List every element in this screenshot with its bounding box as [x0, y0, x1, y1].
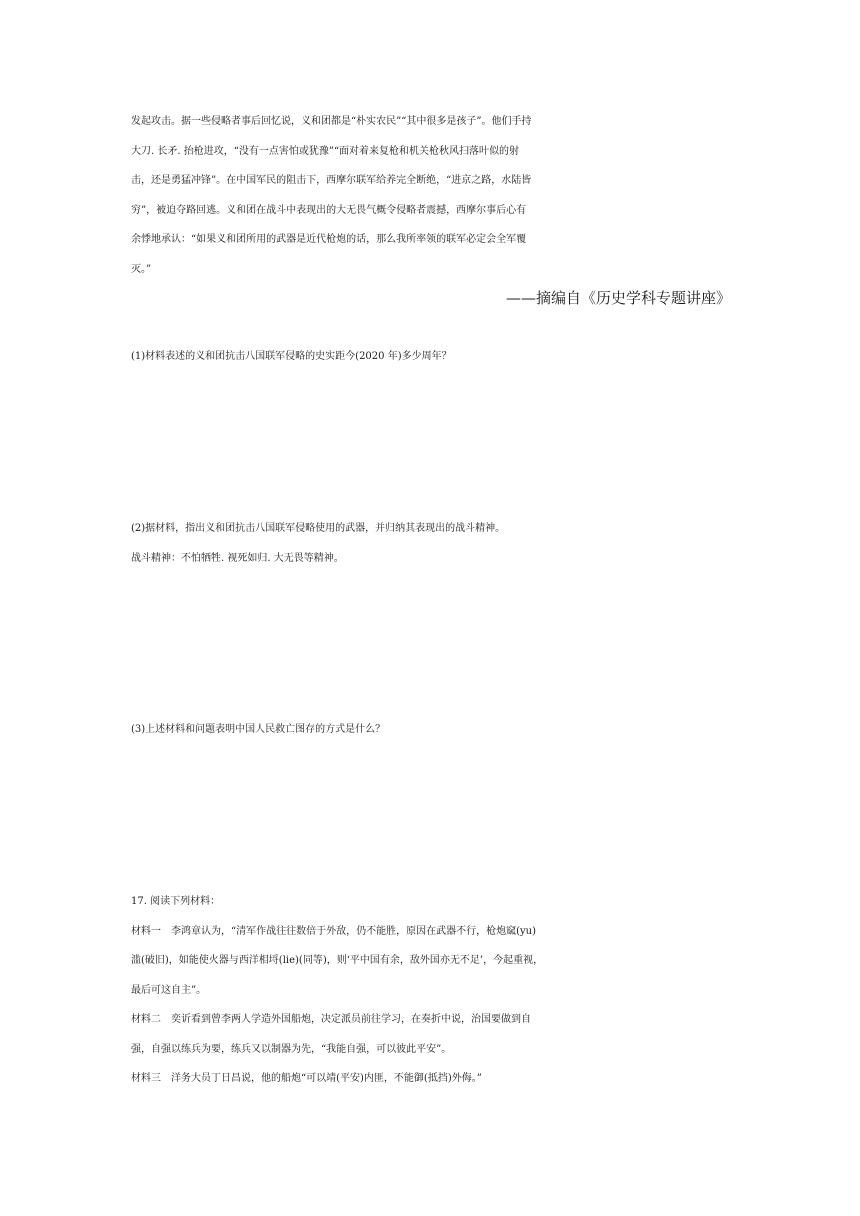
question-16-3 [131, 715, 731, 745]
question-16-2 [131, 514, 731, 573]
material-1-line: 材料一 李鸿章认为，“清军作战往往数倍于外敌，仍不能胜，原因在武器不行，枪炮窳(yu) [131, 925, 537, 937]
question-16-1 [131, 342, 731, 372]
question-text: (2)据材料，指出义和团抗击八国联军侵略使用的武器，并归纳其表现出的战斗精神。 [131, 523, 506, 534]
passage-line: 穷”，被迫夺路回逃。义和团在战斗中表现出的大无畏气概令侵略者震撼，西摩尔事后心有 [131, 204, 527, 216]
material-1-line: 滥(破旧)，如能使火器与西洋相埒(lie)(同等)，则‘平中国有余，敌外国亦无不足’，今起重视， [131, 955, 544, 966]
passage-line: 发起攻击。据一些侵略者事后回忆说，义和团都是“朴实农民”“其中很多是孩子”。他们手持 [131, 116, 532, 127]
passage-source: ——摘编自《历史学科专题讲座》 [505, 289, 731, 307]
question-17 [131, 887, 731, 1094]
question-text: (1)材料表述的义和团抗击八国联军侵略的史实距今(2020 年)多少周年？ [131, 351, 452, 362]
material-1-line: 最后可这自主”。 [131, 984, 207, 996]
passage [131, 107, 731, 314]
material-2-line: 材料二 奕䜣看到曾李两人学造外国船炮，决定派员前往学习，在奏折中说，治国要做到自 [131, 1014, 531, 1025]
passage-line: 灭。” [131, 263, 152, 275]
material-3-line: 材料三 洋务大员丁日昌说，他的船炮“可以靖(平安)内匪，不能御(抵挡)外侮。” [131, 1073, 482, 1084]
answer-text: 战斗精神：不怕牺牲. 视死如归. 大无畏等精神。 [131, 552, 344, 564]
passage-line: 余悸地承认：“如果义和团所用的武器是近代枪炮的话，那么我所率领的联军必定会全军覆 [131, 234, 527, 245]
passage-line: 大刀. 长矛. 抬枪进攻，“没有一点害怕或犹豫”“面对着来复枪和机关枪秋风扫落叶似的射 [131, 145, 520, 157]
passage-line: 击，还是勇猛冲锋”。在中国军民的阻击下，西摩尔联军给养完全断绝，“进京之路，水陆皆 [131, 175, 532, 186]
question-title: 17. 阅读下列材料： [131, 896, 221, 907]
material-2-line: 强，自强以练兵为要，练兵又以制器为先，“我能自强，可以彼此平安”。 [131, 1043, 452, 1055]
question-text: (3)上述材料和问题表明中国人民救亡图存的方式是什么？ [131, 724, 386, 735]
